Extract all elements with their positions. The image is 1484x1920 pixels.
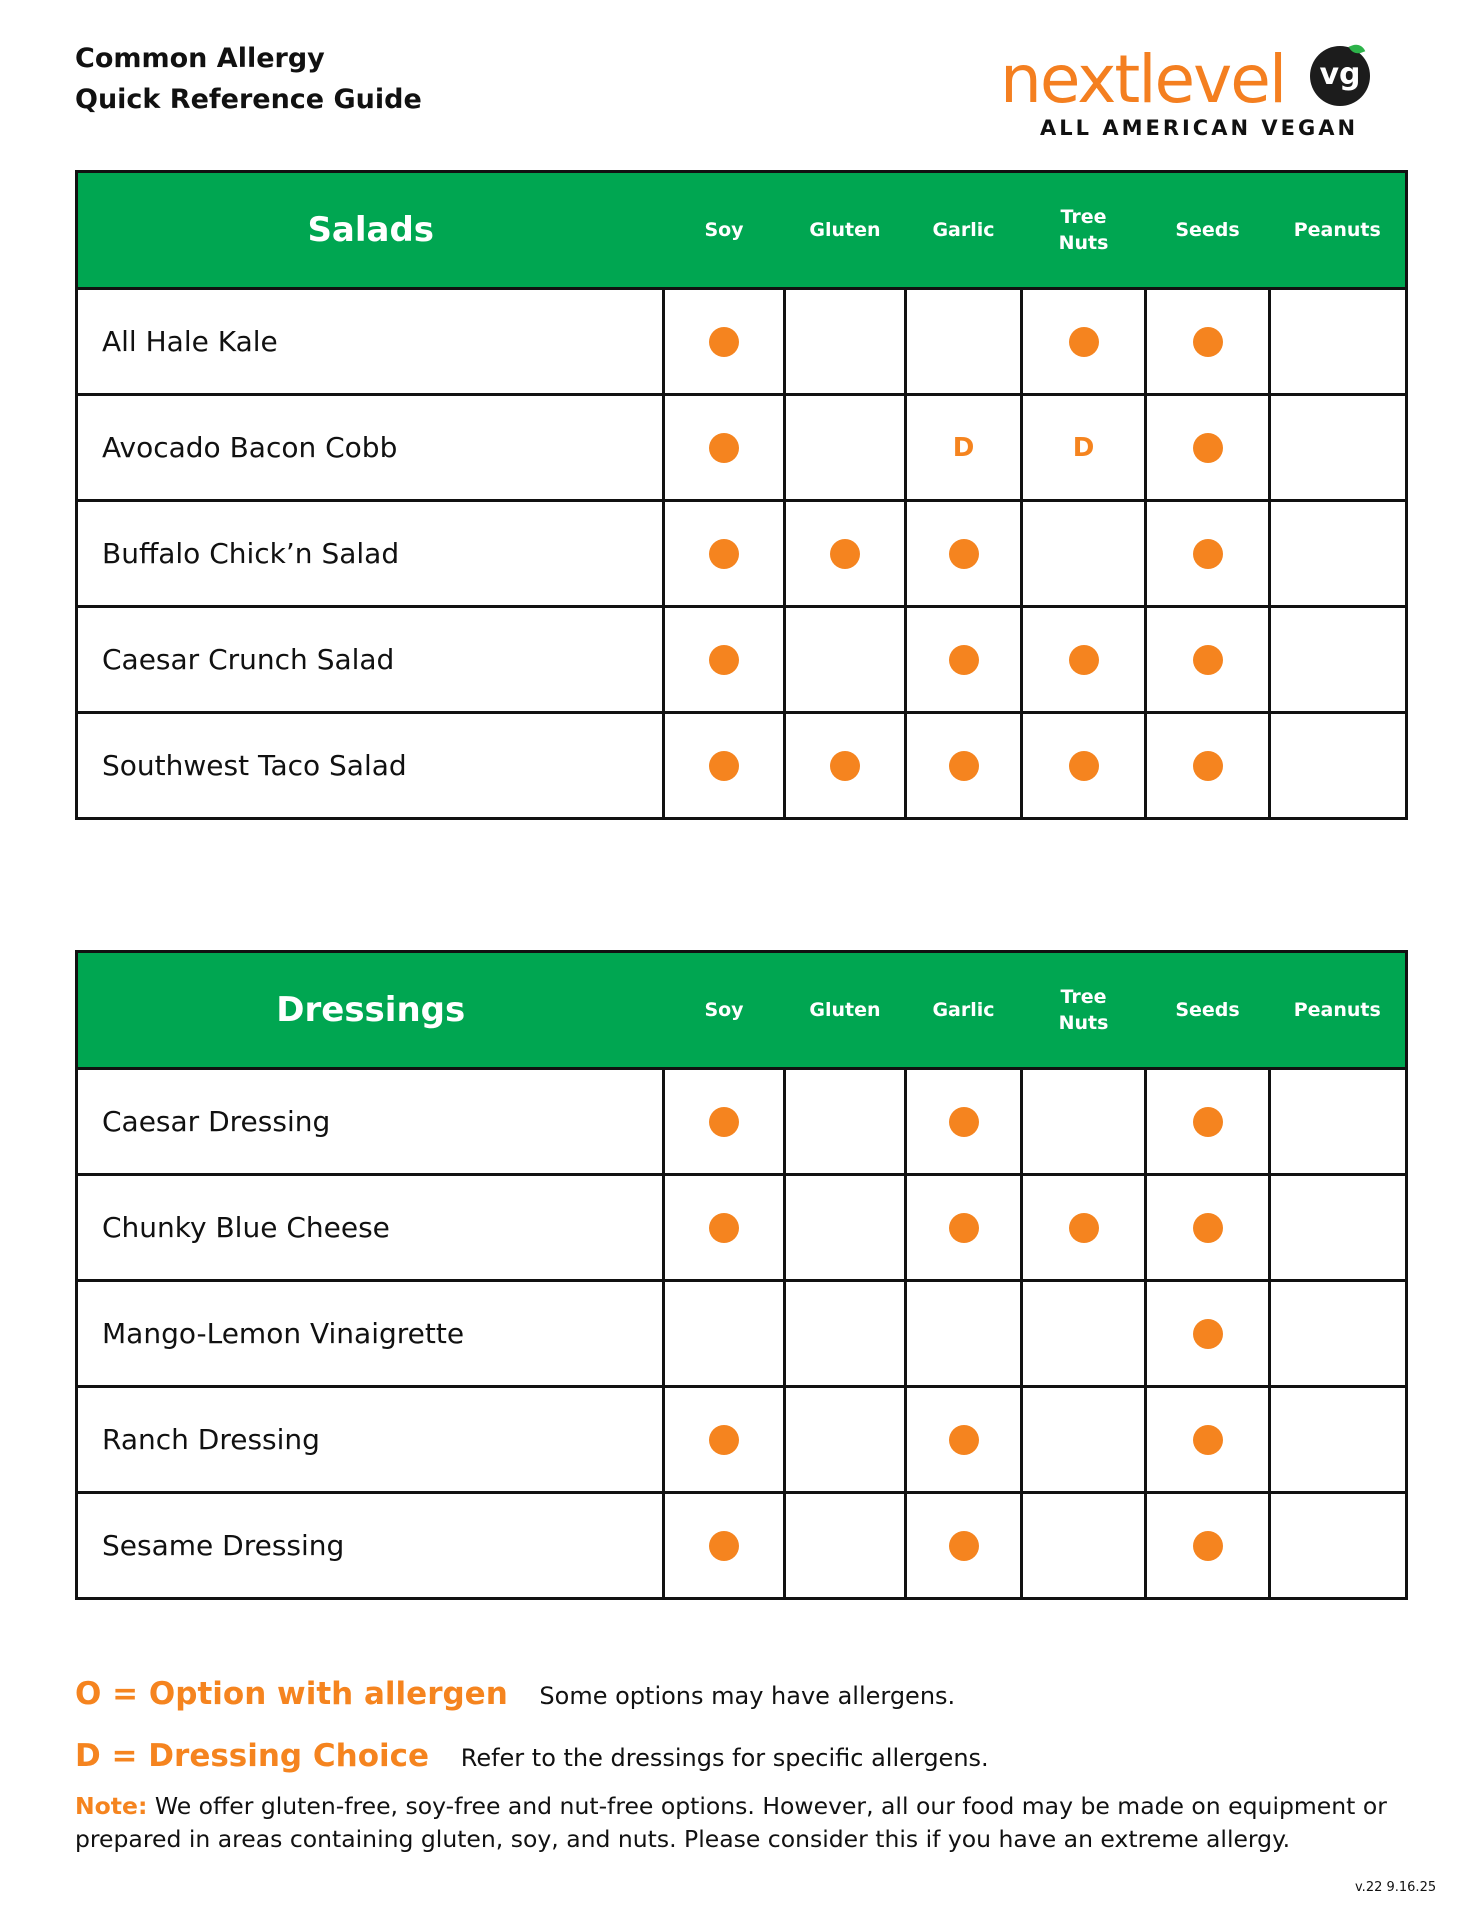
col-seeds: Seeds (1146, 952, 1270, 1069)
allergen-cell (664, 1069, 785, 1175)
allergen-dot-icon (1193, 1107, 1223, 1137)
col-soy: Soy (664, 952, 785, 1069)
table-row (77, 607, 1407, 713)
allergen-cell (906, 395, 1022, 501)
allergen-cell (664, 501, 785, 607)
allergen-cell (906, 1175, 1022, 1281)
allergen-dot-icon (1193, 751, 1223, 781)
legend-option-key: O = Option with allergen (75, 1676, 508, 1712)
legend-dressing-text: Refer to the dressings for specific allergens. (460, 1744, 989, 1772)
item-name: Caesar Crunch Salad (77, 607, 664, 713)
allergen-cell (1146, 395, 1270, 501)
dressings-body (77, 1069, 1407, 1599)
allergen-cell (1270, 1069, 1407, 1175)
legend-option (75, 1676, 955, 1712)
allergen-dot-icon (1069, 751, 1099, 781)
item-name: Mango-Lemon Vinaigrette (77, 1281, 664, 1387)
allergen-dot-icon (1069, 1213, 1099, 1243)
allergen-cell (906, 501, 1022, 607)
allergen-dot-icon (949, 1425, 979, 1455)
allergy-note (75, 1790, 1415, 1856)
page-title (75, 38, 422, 120)
allergen-cell (664, 1387, 785, 1493)
table-row (77, 1387, 1407, 1493)
allergen-dot-icon (1193, 1213, 1223, 1243)
allergen-cell (1270, 1281, 1407, 1387)
allergen-dot-icon (949, 645, 979, 675)
allergen-cell (1270, 1493, 1407, 1599)
allergen-cell (1146, 1387, 1270, 1493)
allergen-cell (1270, 395, 1407, 501)
allergen-dot-icon (709, 1213, 739, 1243)
salads-body (77, 289, 1407, 819)
col-soy: Soy (664, 172, 785, 289)
logo-badge: vg (1310, 46, 1370, 106)
allergen-cell (664, 1175, 785, 1281)
allergen-cell (906, 289, 1022, 395)
allergen-cell (1146, 713, 1270, 819)
allergen-dot-icon (709, 645, 739, 675)
table-header-row (77, 172, 1407, 289)
allergen-cell (906, 713, 1022, 819)
allergen-cell (785, 289, 906, 395)
allergen-cell (785, 501, 906, 607)
allergen-cell (664, 1493, 785, 1599)
title-line-1: Common Allergy (75, 43, 325, 74)
dressing-choice-mark: D (952, 432, 975, 463)
allergen-cell (1022, 713, 1146, 819)
allergen-cell (906, 1281, 1022, 1387)
col-garlic: Garlic (906, 172, 1022, 289)
allergen-cell (1146, 1175, 1270, 1281)
table-header-row (77, 952, 1407, 1069)
allergen-cell (785, 1069, 906, 1175)
allergen-dot-icon (949, 539, 979, 569)
allergen-cell (664, 1281, 785, 1387)
logo-tagline: ALL AMERICAN VEGAN (1040, 116, 1359, 140)
item-name: Sesame Dressing (77, 1493, 664, 1599)
allergen-cell (1022, 1175, 1146, 1281)
table-row (77, 1281, 1407, 1387)
col-peanuts: Peanuts (1270, 172, 1407, 289)
allergen-dot-icon (1193, 1319, 1223, 1349)
allergen-dot-icon (1069, 327, 1099, 357)
col-tree-label: Tree (1060, 206, 1107, 228)
allergen-cell (1146, 1069, 1270, 1175)
col-gluten: Gluten (785, 172, 906, 289)
table-row (77, 1493, 1407, 1599)
table-row (77, 1069, 1407, 1175)
allergen-dot-icon (1069, 645, 1099, 675)
col-peanuts: Peanuts (1270, 952, 1407, 1069)
allergen-cell (785, 1493, 906, 1599)
salads-table (75, 170, 1408, 820)
allergen-cell (1146, 289, 1270, 395)
col-seeds: Seeds (1146, 172, 1270, 289)
allergen-cell (1270, 289, 1407, 395)
title-line-2: Quick Reference Guide (75, 84, 422, 115)
allergen-cell (1146, 1281, 1270, 1387)
col-tree-nuts (1022, 172, 1146, 289)
brand-logo (1000, 40, 1380, 145)
allergen-dot-icon (1193, 1531, 1223, 1561)
section-title-salads: Salads (77, 172, 664, 289)
col-garlic: Garlic (906, 952, 1022, 1069)
allergen-cell (664, 289, 785, 395)
allergen-cell (1022, 289, 1146, 395)
allergen-cell (906, 607, 1022, 713)
section-title-dressings: Dressings (77, 952, 664, 1069)
item-name: Caesar Dressing (77, 1069, 664, 1175)
allergen-cell (1022, 1493, 1146, 1599)
item-name: Chunky Blue Cheese (77, 1175, 664, 1281)
col-tree-nuts (1022, 952, 1146, 1069)
allergen-dot-icon (949, 1531, 979, 1561)
dressings-table (75, 950, 1408, 1600)
allergen-cell (1270, 713, 1407, 819)
allergen-dot-icon (1193, 539, 1223, 569)
allergen-cell (785, 607, 906, 713)
allergen-cell (664, 713, 785, 819)
allergen-cell (1270, 1387, 1407, 1493)
col-nuts-label: Nuts (1058, 1012, 1109, 1034)
allergen-cell (664, 395, 785, 501)
allergen-dot-icon (709, 751, 739, 781)
col-gluten: Gluten (785, 952, 906, 1069)
allergen-dot-icon (949, 1107, 979, 1137)
table-row (77, 713, 1407, 819)
allergen-cell (906, 1493, 1022, 1599)
allergen-dot-icon (1193, 645, 1223, 675)
allergen-cell (906, 1069, 1022, 1175)
allergen-dot-icon (949, 751, 979, 781)
allergen-cell (785, 395, 906, 501)
allergen-cell (1146, 607, 1270, 713)
allergen-dot-icon (1193, 433, 1223, 463)
allergen-dot-icon (949, 1213, 979, 1243)
item-name: Ranch Dressing (77, 1387, 664, 1493)
allergen-dot-icon (709, 1425, 739, 1455)
note-label: Note: (75, 1792, 148, 1820)
allergen-cell (785, 1387, 906, 1493)
item-name: Avocado Bacon Cobb (77, 395, 664, 501)
allergen-dot-icon (709, 1107, 739, 1137)
table-row (77, 289, 1407, 395)
allergen-cell (1146, 1493, 1270, 1599)
allergen-dot-icon (709, 539, 739, 569)
allergen-dot-icon (830, 539, 860, 569)
allergen-cell (1270, 501, 1407, 607)
allergen-cell (1022, 1387, 1146, 1493)
allergen-cell (1022, 1281, 1146, 1387)
col-nuts-label: Nuts (1058, 232, 1109, 254)
allergen-dot-icon (709, 433, 739, 463)
allergen-cell (1022, 1069, 1146, 1175)
allergen-cell (1270, 1175, 1407, 1281)
allergen-dot-icon (709, 327, 739, 357)
allergen-cell (785, 1281, 906, 1387)
version-label: v.22 9.16.25 (1355, 1880, 1437, 1895)
table-row (77, 1175, 1407, 1281)
note-text: We offer gluten-free, soy-free and nut-free options. However, all our food may be made on equipment or prepared in areas containing gluten, soy, and nuts. Please consider this if you have an extreme allergy. (75, 1792, 1387, 1853)
legend-dressing-key: D = Dressing Choice (75, 1738, 430, 1774)
legend-dressing (75, 1738, 989, 1774)
allergen-cell (1022, 395, 1146, 501)
allergen-cell (1022, 607, 1146, 713)
allergen-cell (1022, 501, 1146, 607)
item-name: Buffalo Chick’n Salad (77, 501, 664, 607)
allergen-cell (785, 1175, 906, 1281)
allergen-cell (1270, 607, 1407, 713)
table-row (77, 501, 1407, 607)
col-tree-label: Tree (1060, 986, 1107, 1008)
allergen-cell (1146, 501, 1270, 607)
item-name: Southwest Taco Salad (77, 713, 664, 819)
allergen-dot-icon (830, 751, 860, 781)
allergen-cell (785, 713, 906, 819)
legend-option-text: Some options may have allergens. (539, 1682, 956, 1710)
item-name: All Hale Kale (77, 289, 664, 395)
allergen-cell (664, 607, 785, 713)
dressing-choice-mark: D (1072, 432, 1095, 463)
logo-wordmark: nextlevel (1000, 41, 1286, 118)
table-row (77, 395, 1407, 501)
allergen-dot-icon (709, 1531, 739, 1561)
allergen-dot-icon (1193, 1425, 1223, 1455)
allergen-dot-icon (1193, 327, 1223, 357)
allergen-cell (906, 1387, 1022, 1493)
